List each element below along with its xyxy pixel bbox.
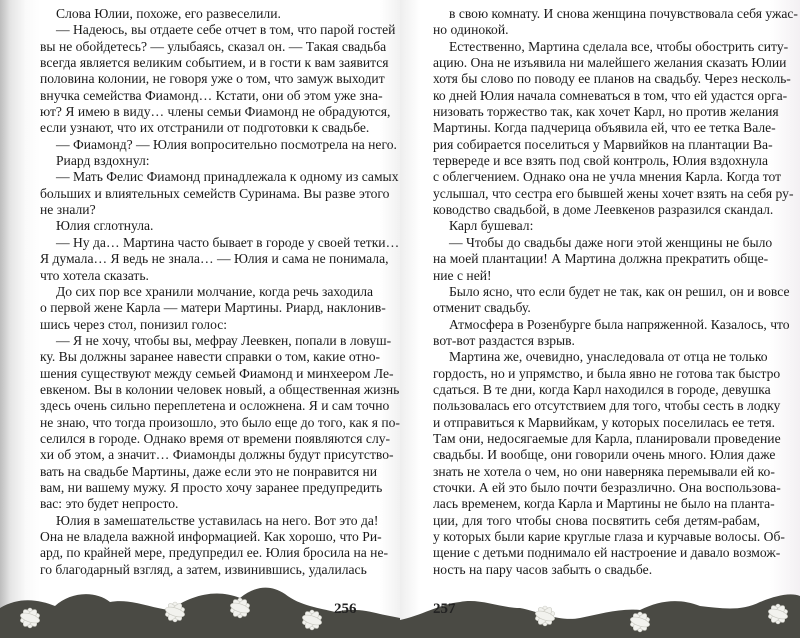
text-line: вы не обойдетесь? — улыбаясь, сказал он. — Такая свадьба	[40, 38, 387, 54]
text-line: Я думала… Я ведь не знала… — Юлия и сама не понимала,	[40, 251, 389, 267]
text-line: ацию. Она не изъявила ни малейшего желания сказать Юлии	[433, 55, 787, 71]
paragraph	[433, 218, 760, 234]
text-line: свадьбы. И вообще, они говорили очень много. Юлия даже	[433, 447, 776, 463]
text-line: не знаю, что тогда произошло, это было еще до того, как я по-	[40, 414, 400, 430]
text-line: — Надеюсь, вы отдаете себе отчет в том, что парой гостей	[56, 22, 396, 38]
text-line: ность на пару часов забыть о свадьбе.	[433, 561, 653, 577]
paragraph	[40, 136, 397, 153]
text-line: половина колонии, не говоря уже о том, что замуж выходит	[40, 71, 385, 87]
page-number-right: 257	[433, 601, 456, 617]
text-line: лась временем, когда Карла и Мартины не было на планта-	[433, 496, 775, 512]
text-line: в свою комнату. И снова женщина почувствовала себя ужас-	[449, 6, 798, 21]
text-line: вам, ни вашему мужу. Я просто хочу заранее предупредить	[40, 479, 383, 495]
text-line: гордость, но и упрямство, и была явно не готова так быстро	[433, 365, 781, 381]
text-line: услышал, что сестра его бывшей жены хочет взять на себя ру-	[433, 185, 794, 201]
text-line: ции, для того чтобы снова посвятить себя детям-рабам,	[433, 512, 760, 528]
text-line: сдаться. В те дни, когда Карл находился в городе, девушка	[433, 381, 771, 397]
text-line: больших и влиятельных семейств Суринама. Вы разве этого	[40, 185, 390, 201]
text-line: — Ну да… Мартина часто бывает в городе у своей тетки…	[56, 234, 400, 250]
page-number-left: 256	[334, 601, 357, 617]
text-line: на моей плантации! А Мартина должна прекратить обще-	[433, 251, 769, 267]
text-line: внучка семейства Фиамонд… Кстати, они об этом уже зна-	[40, 87, 383, 103]
text-line: хи об этом, а значит… Фиамонды должны будут присутство-	[40, 447, 394, 463]
paragraph	[40, 169, 399, 218]
text-line: ард, по крайней мере, предупредил ее. Юлия бросила на не-	[40, 545, 389, 561]
text-line: всегда является великим событием, и в гости к вам заявится	[40, 55, 389, 71]
text-line: Было ясно, что если будет не так, как он решил, он и вовсе	[449, 283, 790, 299]
paragraph	[433, 316, 790, 350]
paragraph	[433, 38, 794, 219]
text-line: Карл бушевал:	[449, 218, 534, 234]
text-line: ют? Я имею в виду… члены семьи Фиамонд не обрадуются,	[40, 104, 391, 120]
text-line: Атмосфера в Розенбурге была напряженной. Казалось, что	[449, 316, 790, 332]
paragraph	[40, 22, 396, 136]
rock-shapes	[0, 588, 800, 638]
text-line: пользовалась его отсутствием для того, чтобы сесть в лодку	[433, 398, 781, 414]
text-line: тервереде и все взять под свой контроль, Юлия вздохнула	[433, 153, 768, 169]
paragraph	[433, 349, 785, 578]
text-line: отменит свадьбу.	[433, 300, 531, 316]
paragraph	[40, 234, 400, 284]
text-line: Юлия сглотнула.	[56, 218, 154, 234]
left-page-text	[40, 6, 400, 578]
text-line: вать на свадьбе Мартины, даже если это не понравится ни	[40, 463, 378, 479]
text-line: рия собирается поселиться у Марвийков на плантации Ва-	[433, 136, 773, 152]
text-line: Юлия в замешательстве уставилась на него. Вот это да!	[56, 512, 379, 528]
paragraph	[40, 283, 386, 333]
text-line: но одинокой.	[433, 22, 509, 38]
paragraph	[433, 6, 798, 39]
text-line: с облегчением. Однако она не учла мнения Карла. Когда тот	[433, 169, 782, 185]
text-line: Естественно, Мартина сделала все, чтобы обострить ситу-	[449, 38, 789, 54]
text-line: ние с ней!	[433, 267, 492, 283]
text-line: здесь очень сильно переплетена и осложнена. Я и сам точно	[40, 398, 390, 414]
text-line: шись через стол, понизил голос:	[40, 316, 228, 332]
text-line: что хотела сказать.	[40, 267, 149, 283]
text-line: если узнают, что их отстранили от подготовки к свадьбе.	[40, 120, 370, 136]
text-line: вот-вот раздастся взрыв.	[433, 332, 575, 348]
text-line: Там они, недосягаемые для Карла, планировали проведение	[433, 430, 781, 446]
text-line: низовать торжество так, как хочет Карл, но против желания	[433, 104, 779, 120]
text-line: сточки. А ей это было почти безразлично. Она воспользова-	[433, 479, 781, 495]
floral-border-decoration	[0, 578, 800, 638]
paragraph	[40, 6, 363, 22]
text-line: — Фиамонд? — Юлия вопросительно посмотрела на него.	[56, 136, 397, 152]
text-line: Слова Юлии, похоже, его развеселили.	[56, 6, 281, 21]
text-line: ку. Вы должны заранее навести справки о том, какие отно-	[40, 349, 381, 365]
paragraph	[433, 234, 773, 284]
text-line: евкеном. Вы в колонии человек новый, а общественная жизнь	[40, 381, 400, 397]
text-line: Мартины. Когда падчерица объявила ей, что ее тетка Вале-	[433, 120, 776, 136]
text-line: Мартина же, очевидно, унаследовала от отца не только	[449, 349, 768, 365]
text-line: знать не хотела о чем, но они наверняка перемывали ей ко-	[433, 463, 775, 479]
text-line: Она не владела важной информацией. Как хорошо, что Ри-	[40, 529, 382, 544]
text-line: вас: это будет непросто.	[40, 496, 179, 512]
paragraph	[40, 218, 363, 234]
text-line: у которых были карие круглые глаза и курчавые волосы. Об-	[433, 529, 785, 544]
text-line: хотя бы слово по поводу ее планов на свадьбу. Через несколь-	[433, 71, 791, 87]
right-page	[400, 0, 800, 638]
text-line: и отправиться к Марвийкам, у которых поселилась ее тетя.	[433, 414, 775, 430]
text-line: щение с детьми поднимало ей настроение и давало возмож-	[433, 545, 781, 561]
text-line: — Чтобы до свадьбы даже ноги этой женщины не было	[449, 234, 773, 250]
paragraph	[433, 283, 790, 317]
text-line: селился в городе. Однако время от времени появляются слу-	[40, 430, 391, 446]
text-line: о первой жене Карла — матери Мартины. Риард, наклонив-	[40, 300, 386, 316]
paragraph	[40, 332, 400, 513]
paragraph	[40, 512, 389, 578]
text-line: не знали?	[40, 202, 96, 218]
text-line: ководство свадьбой, в доме Леевкенов разразился скандал.	[433, 202, 774, 218]
text-line: — Я не хочу, чтобы вы, мефрау Леевкен, попали в ловуш-	[56, 332, 392, 348]
text-line: — Мать Фелис Фиамонд принадлежала к одному из самых	[56, 169, 399, 185]
right-page-text	[433, 6, 798, 578]
text-line: Риард вздохнул:	[56, 153, 150, 169]
text-line: шения существуют между семьей Фиамонд и минхеером Ле-	[40, 365, 394, 381]
paragraph	[40, 153, 363, 169]
text-line: ко дней Юлия начала сомневаться в том, что ей удастся орга-	[433, 87, 788, 103]
text-line: До сих пор все хранили молчание, когда речь заходила	[56, 283, 374, 299]
text-line: го благодарный взгляд, а затем, извинившись, удалилась	[40, 561, 367, 577]
